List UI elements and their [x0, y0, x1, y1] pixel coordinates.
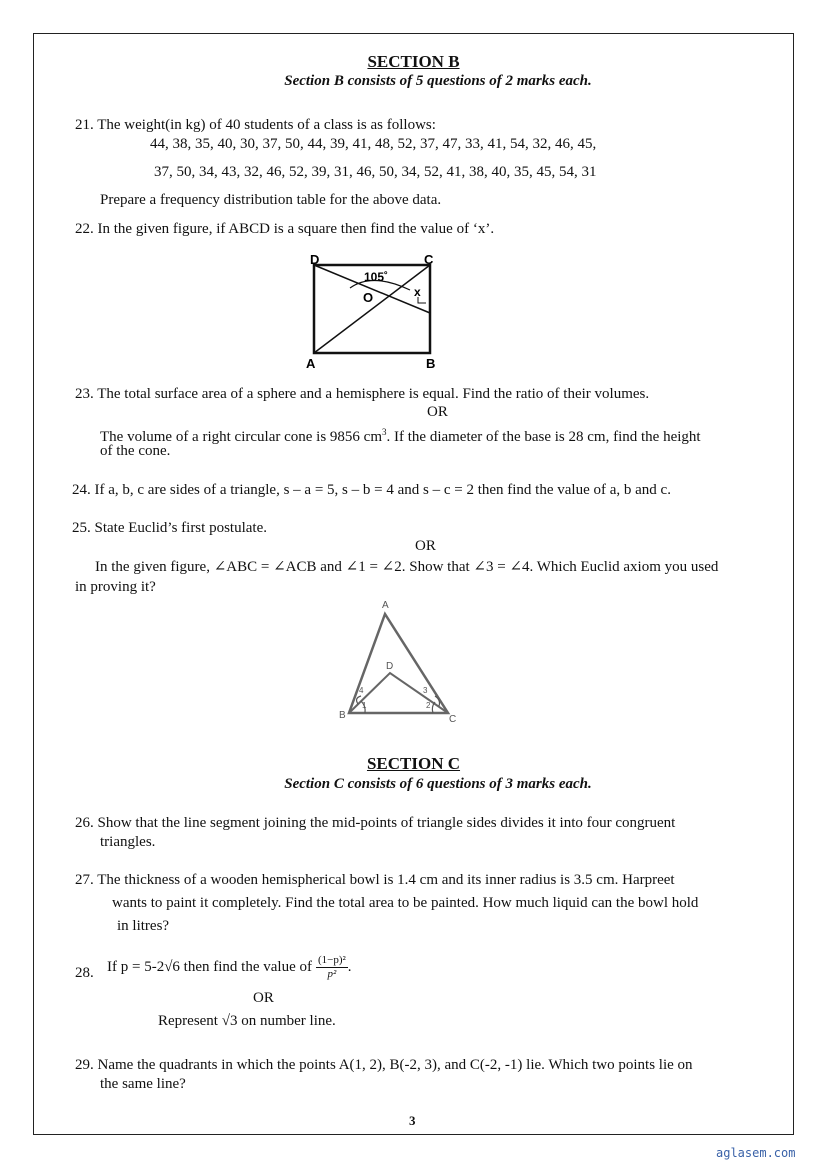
question-29-line1: 29. Name the quadrants in which the points A(1, 2), B(-2, 3), and C(-2, -1) lie. Which two points lie on [75, 1057, 693, 1073]
vertex-label-c: C [449, 714, 457, 725]
triangle-figure [335, 596, 465, 726]
section-b-title: SECTION B [367, 52, 460, 71]
question-21-data-line2: 37, 50, 34, 43, 32, 46, 52, 39, 31, 46, 50, 34, 52, 41, 38, 40, 35, 45, 54, 31 [154, 164, 597, 180]
question-29-line2: the same line? [100, 1076, 186, 1092]
question-23-or: OR [427, 404, 448, 420]
question-28-text: If p = 5-2√6 then find the value of [107, 958, 312, 975]
angle-label-4: 4 [359, 686, 364, 695]
angle-label-x: x [414, 285, 421, 299]
vertex-label-d: D [310, 252, 320, 267]
question-26-line1: 26. Show that the line segment joining the mid-points of triangle sides divides it into four congruent [75, 815, 676, 831]
footer-watermark: aglasem.com [716, 1146, 796, 1160]
fraction: $\frac{\text{(1−p)²}}{\text{p²}}$ [317, 954, 346, 980]
vertex-label-c: C [424, 252, 434, 267]
section-c-subtitle: Section C consists of 6 questions of 3 marks each. [284, 776, 592, 792]
question-23-alt-line1: The volume of a right circular cone is 9856 $cm^3$. If the diameter of the base is 28 cm, find the height [100, 427, 701, 445]
center-label-o: O [363, 290, 374, 305]
question-25-or: OR [415, 538, 436, 554]
question-21-instruction: Prepare a frequency distribution table for the above data. [100, 192, 442, 208]
vertex-label-b: B [426, 356, 436, 371]
square-figure [300, 250, 450, 372]
page-number: 3 [409, 1113, 416, 1128]
section-b-subtitle: Section B consists of 5 questions of 2 marks each. [284, 73, 592, 89]
question-25-alt-line1: In the given figure, ∠ABC = ∠ACB and ∠1 = ∠2. Show that ∠3 = ∠4. Which Euclid axiom you used [95, 559, 719, 575]
question-27-line1: 27. The thickness of a wooden hemispherical bowl is 1.4 cm and its inner radius is 3.5 cm. Harpreet [75, 872, 675, 888]
question-24-text: 24. If a, b, c are sides of a triangle, s – a = 5, s – b = 4 and s – c = 2 then find the value of a, b and c. [72, 482, 671, 498]
question-21-text: 21. The weight(in kg) of 40 students of a class is as follows: [75, 117, 436, 133]
vertex-label-b: B [339, 710, 346, 721]
question-25-text: 25. State Euclid’s first postulate. [72, 520, 267, 536]
question-22-text: 22. In the given figure, if ABCD is a square then find the value of ‘x’. [75, 221, 495, 237]
question-25-alt-line2: in proving it? [75, 579, 156, 595]
vertex-label-d: D [386, 661, 394, 672]
question-28-alt: Represent √3 on number line. [158, 1013, 336, 1029]
question-28-or: OR [253, 990, 274, 1006]
question-23-text: 23. The total surface area of a sphere and a hemisphere is equal. Find the ratio of their volumes. [75, 386, 650, 402]
angle-label-1: 1 [362, 701, 367, 710]
section-c-title: SECTION C [366, 754, 461, 773]
angle-label-105: 105˚ [364, 270, 389, 284]
question-28-number: 28. [75, 965, 94, 981]
vertex-label-a: A [306, 356, 316, 371]
question-23-alt-line2: of the cone. [100, 443, 171, 459]
question-26-line2: triangles. [100, 834, 156, 850]
vertex-label-a: A [382, 600, 389, 611]
question-28-line: If p = 5-2√6 then find the value of $\frac{\text{(1−p)²}}{\text{p²}}$ . [107, 954, 352, 980]
angle-label-2: 2 [426, 701, 431, 710]
question-27-line3: in litres? [117, 918, 170, 934]
angle-label-3: 3 [423, 686, 428, 695]
question-21-data-line1: 44, 38, 35, 40, 30, 37, 50, 44, 39, 41, 48, 52, 37, 47, 33, 41, 54, 32, 46, 45, [150, 136, 597, 152]
question-27-line2: wants to paint it completely. Find the total area to be painted. How much liquid can the bowl hold [112, 895, 699, 911]
